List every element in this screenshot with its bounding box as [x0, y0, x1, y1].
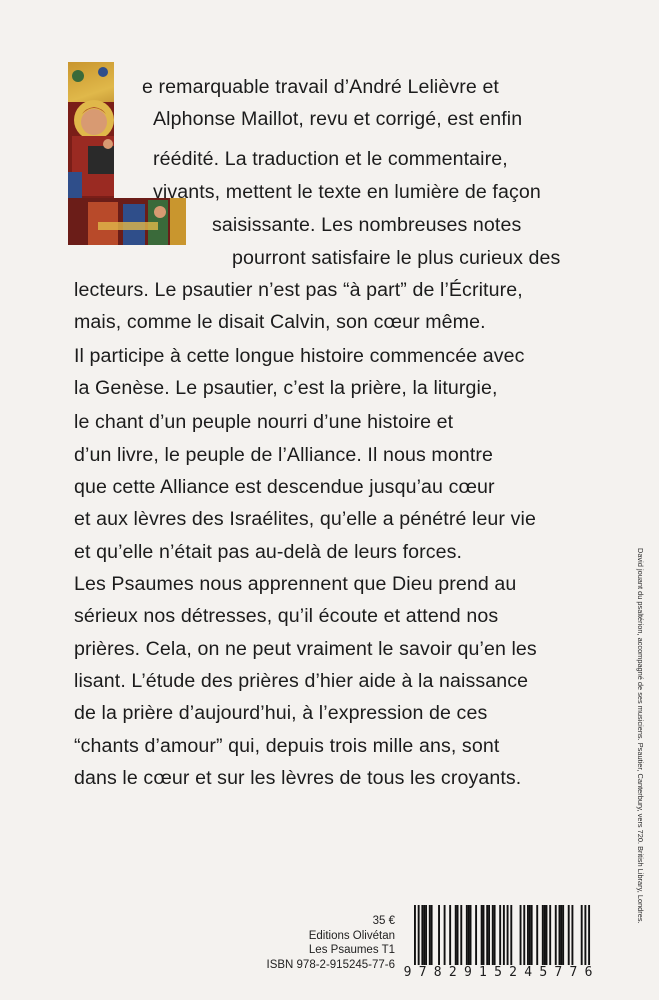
- barcode-digit: 9: [463, 965, 472, 980]
- body-line-14: et aux lèvres des Israélites, qu’elle a pénétré leur vie: [74, 508, 536, 530]
- barcode-bar: [507, 905, 509, 965]
- barcode-bar: [544, 905, 546, 965]
- barcode-digit: 7: [418, 965, 427, 980]
- barcode-digit: 9: [403, 965, 412, 980]
- body-line-3: réédité. La traduction et le commentaire,: [153, 148, 508, 170]
- body-line-22: dans le cœur et sur les lèvres de tous les croyants.: [74, 767, 522, 789]
- barcode-digit: 4: [524, 965, 533, 980]
- barcode-bar: [475, 905, 477, 965]
- barcode-bar: [559, 905, 561, 965]
- barcode-bar: [520, 905, 522, 965]
- barcode-bar: [423, 905, 425, 965]
- barcode-bar: [546, 905, 548, 965]
- publisher: Editions Olivétan: [308, 929, 395, 942]
- barcode-digit: 8: [433, 965, 442, 980]
- barcode-bar: [488, 905, 490, 965]
- book-title: Les Psaumes T1: [308, 944, 395, 957]
- barcode-bar: [562, 905, 564, 965]
- barcode-digit: 1: [479, 965, 487, 980]
- body-line-5: saisissante. Les nombreuses notes: [212, 214, 522, 236]
- body-line-17: sérieux nos détresses, qu’il écoute et attend nos: [74, 605, 499, 627]
- barcode-bar: [571, 905, 573, 965]
- barcode-bar: [555, 905, 557, 965]
- barcode-bar: [549, 905, 551, 965]
- body-line-11: le chant d’un peuple nourri d’une histoire et: [74, 411, 454, 433]
- barcode-digit: 7: [554, 965, 563, 980]
- barcode-bar: [431, 905, 433, 965]
- barcode-bar: [457, 905, 459, 965]
- body-line-6: pourront satisfaire le plus curieux des: [232, 247, 561, 269]
- barcode-bar: [523, 905, 525, 965]
- barcode-bar: [486, 905, 488, 965]
- barcode-bar: [568, 905, 570, 965]
- barcode-bar: [527, 905, 529, 965]
- barcode-bar: [531, 905, 533, 965]
- body-line-2: Alphonse Maillot, revu et corrigé, est enfin: [153, 108, 523, 130]
- body-line-4: vivants, mettent le texte en lumière de façon: [153, 181, 541, 203]
- barcode-bar: [494, 905, 496, 965]
- barcode-bar: [429, 905, 431, 965]
- barcode-digit: 5: [539, 965, 548, 980]
- barcode-bar: [460, 905, 462, 965]
- barcode-bar: [421, 905, 423, 965]
- barcode-bar: [470, 905, 472, 965]
- barcode-bar: [483, 905, 485, 965]
- body-line-13: que cette Alliance est descendue jusqu’au cœur: [74, 476, 495, 498]
- body-line-1: e remarquable travail d’André Lelièvre et: [142, 76, 499, 98]
- barcode-bar: [438, 905, 440, 965]
- barcode-bar: [560, 905, 562, 965]
- price: 35 €: [372, 915, 395, 927]
- body-line-19: lisant. L’étude des prières d’hier aide à la naissance: [74, 670, 529, 692]
- barcode-digit: 6: [584, 965, 593, 980]
- barcode-bar: [536, 905, 538, 965]
- body-line-16: Les Psaumes nous apprennent que Dieu prend au: [74, 573, 517, 595]
- barcode-bar: [510, 905, 512, 965]
- body-line-9: Il participe à cette longue histoire commencée avec: [74, 345, 525, 367]
- barcode-digit: 5: [494, 965, 502, 980]
- body-line-8: mais, comme le disait Calvin, son cœur même.: [74, 311, 486, 333]
- barcode-bar: [468, 905, 470, 965]
- barcode-bar: [466, 905, 468, 965]
- isbn: ISBN 978-2-915245-77-6: [266, 958, 395, 971]
- body-line-18: prières. Cela, on ne peut vraiment le savoir qu’en les: [74, 638, 537, 660]
- barcode-digits: [400, 965, 596, 980]
- imprint-block: [267, 914, 396, 972]
- body-line-10: la Genèse. Le psautier, c’est la prière, la liturgie,: [74, 377, 498, 399]
- body-line-7: lecteurs. Le psautier n’est pas “à part” de l’Écriture,: [74, 279, 523, 301]
- body-line-12: d’un livre, le peuple de l’Alliance. Il nous montre: [74, 444, 493, 466]
- body-line-21: “chants d’amour” qui, depuis trois mille ans, sont: [74, 735, 500, 757]
- barcode-digit: 7: [569, 965, 578, 980]
- barcode-bar: [529, 905, 531, 965]
- barcode-bar: [425, 905, 427, 965]
- barcode-bar: [492, 905, 494, 965]
- barcode-digit: 2: [509, 965, 517, 980]
- body-line-15: et qu’elle n’était pas au-delà de leurs forces.: [74, 541, 463, 563]
- barcode-bar: [449, 905, 451, 965]
- body-line-20: de la prière d’aujourd’hui, à l’expression de ces: [74, 702, 488, 724]
- barcode-bar: [542, 905, 544, 965]
- barcode-bar: [444, 905, 446, 965]
- barcode-digit: 2: [448, 965, 457, 980]
- barcode-bar: [581, 905, 583, 965]
- barcode-bar: [481, 905, 483, 965]
- image-credit: David jouant du psaltérion, accompagné de ses musiciens. Psautier, Canterbury, vers 720. British Library, Londres.: [636, 548, 645, 924]
- barcode-bar: [455, 905, 457, 965]
